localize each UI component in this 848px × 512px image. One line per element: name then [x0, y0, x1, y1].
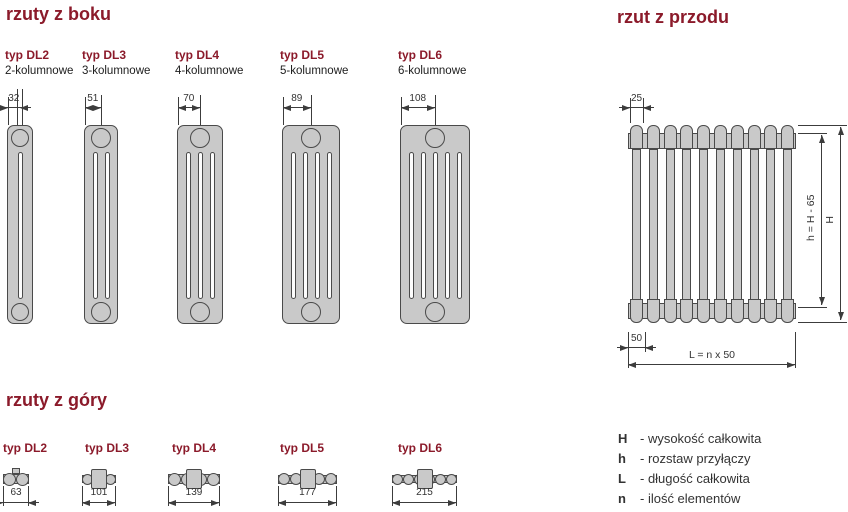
side-body-DL3 — [84, 125, 118, 324]
front-H-arrow-up — [838, 127, 844, 135]
front-dim25-text: 25 — [630, 93, 643, 104]
top-center-DL4 — [186, 469, 202, 489]
front-tube-3 — [666, 149, 675, 311]
side-dim-DL2-stub-left — [0, 107, 8, 108]
side-bottom-port-DL3 — [91, 302, 111, 322]
top-dim-DL2-stub-right — [28, 502, 39, 503]
top-dim-DL3-arrow-right — [107, 500, 115, 506]
front-bottom-cap-4 — [680, 299, 693, 323]
top-dim-text-DL2: 63 — [10, 487, 22, 498]
front-dim50-stub-right — [645, 347, 656, 348]
side-dim-DL4-arrow-right — [192, 105, 200, 111]
front-H-dimline — [840, 127, 841, 320]
legend-symbol-n: n — [618, 491, 626, 506]
front-top-cap-6 — [714, 125, 727, 149]
side-top-port-DL3 — [91, 128, 111, 148]
front-top-cap-5 — [697, 125, 710, 149]
side-slot-DL6-4 — [445, 152, 450, 299]
top-dim-text-DL4: 139 — [185, 487, 203, 498]
side-slot-DL6-1 — [409, 152, 414, 299]
top-circle-DL6-6 — [446, 474, 457, 485]
front-top-cap-2 — [647, 125, 660, 149]
front-bottom-cap-8 — [748, 299, 761, 323]
top-views-title: rzuty z góry — [6, 390, 108, 410]
front-top-cap-7 — [731, 125, 744, 149]
legend-symbol-h: h — [618, 451, 626, 466]
front-h-arrow-up — [819, 135, 825, 143]
legend-desc-n: - ilość elementów — [640, 491, 741, 506]
side-top-port-DL2 — [11, 129, 29, 147]
front-dim50-stub-left — [617, 347, 628, 348]
top-dim-DL2-stub-left — [0, 502, 3, 503]
front-top-cap-1 — [630, 125, 643, 149]
side-slot-DL5-4 — [327, 152, 332, 299]
front-dim-H-label: H — [824, 215, 837, 224]
side-dim-DL3-text: 51 — [87, 93, 99, 104]
top-center-DL6 — [417, 469, 433, 489]
side-slot-DL6-2 — [421, 152, 426, 299]
side-dim-DL5-arrow-left — [283, 105, 291, 111]
front-tube-4 — [682, 149, 691, 311]
front-tube-5 — [699, 149, 708, 311]
top-dim-DL3-arrow-left — [82, 500, 90, 506]
legend-row-L — [618, 471, 750, 487]
top-dim-text-DL3: 101 — [90, 487, 108, 498]
top-center-DL5 — [300, 469, 316, 489]
front-dimL-arrow-left — [628, 362, 636, 368]
side-dim-DL5-text: 89 — [291, 93, 303, 104]
side-dim-DL3-arrow-right — [93, 105, 101, 111]
side-type-label-DL6: typ DL6 — [398, 48, 443, 62]
front-dim25-line — [630, 107, 643, 108]
side-slot-DL4-3 — [210, 152, 215, 299]
top-type-label-DL3: typ DL3 — [85, 441, 130, 455]
top-circle-DL5-1 — [278, 473, 290, 485]
side-views-title: rzuty z boku — [6, 4, 112, 24]
side-columns-label-DL2: 2-kolumnowe — [5, 65, 74, 77]
side-dim-DL4-text: 70 — [183, 93, 195, 104]
side-slot-DL5-1 — [291, 152, 296, 299]
side-type-label-DL3: typ DL3 — [82, 48, 127, 62]
top-dim-text-DL5: 177 — [299, 487, 316, 498]
top-dim-text-DL6: 215 — [416, 487, 433, 498]
side-bottom-port-DL2 — [11, 303, 29, 321]
top-tab-DL2 — [12, 468, 20, 474]
front-top-cap-8 — [748, 125, 761, 149]
front-tube-1 — [632, 149, 641, 311]
side-bottom-port-DL6 — [425, 302, 445, 322]
top-type-label-DL4: typ DL4 — [172, 441, 217, 455]
side-top-port-DL4 — [190, 128, 210, 148]
top-dim-DL6-line — [392, 502, 456, 503]
legend-symbol-L: L — [618, 471, 626, 486]
side-slot-DL5-2 — [303, 152, 308, 299]
top-circle-DL2-1 — [3, 473, 16, 486]
side-slot-DL5-3 — [315, 152, 320, 299]
legend-row-n — [618, 491, 740, 507]
front-bottom-cap-6 — [714, 299, 727, 323]
side-dim-DL2-text: 32 — [8, 93, 20, 104]
side-columns-label-DL6: 6-kolumnowe — [398, 65, 467, 77]
front-tube-6 — [716, 149, 725, 311]
front-bottom-cap-1 — [630, 299, 643, 323]
top-dim-DL5-arrow-right — [328, 500, 336, 506]
front-view-title: rzut z przodu — [617, 7, 729, 27]
front-bottom-cap-10 — [781, 299, 794, 323]
side-slot-DL3-2 — [105, 152, 110, 299]
side-bottom-port-DL4 — [190, 302, 210, 322]
front-bottom-cap-5 — [697, 299, 710, 323]
front-tube-7 — [733, 149, 742, 311]
top-circle-DL6-1 — [392, 474, 403, 485]
legend-desc-L: - długość całkowita — [640, 471, 750, 486]
side-dim-DL6-text: 108 — [409, 93, 427, 104]
side-slot-DL2-1 — [18, 152, 23, 299]
front-top-cap-10 — [781, 125, 794, 149]
front-dim25-stub-left — [619, 107, 630, 108]
front-h-ref-top — [798, 133, 827, 134]
top-dim-DL6-arrow-left — [392, 500, 400, 506]
front-dim50-line — [628, 347, 645, 348]
front-dim-h-label: h = H - 65 — [805, 194, 818, 241]
front-tube-9 — [766, 149, 775, 311]
side-slot-DL6-3 — [433, 152, 438, 299]
front-h-arrow-down — [819, 297, 825, 305]
front-dimL-arrow-right — [787, 362, 795, 368]
legend-row-H — [618, 431, 761, 447]
legend-row-h — [618, 451, 751, 467]
top-circle-DL6-5 — [435, 474, 446, 485]
front-top-cap-4 — [680, 125, 693, 149]
front-h-dimline — [821, 135, 822, 305]
top-circle-DL2-2 — [16, 473, 29, 486]
front-dimL-text: L = n x 50 — [688, 349, 736, 361]
front-dimL-line — [628, 364, 795, 365]
top-circle-DL4-4 — [207, 473, 220, 486]
top-dim-DL4-arrow-right — [211, 500, 219, 506]
front-H-ref-top — [798, 125, 847, 126]
front-H-arrow-down — [838, 312, 844, 320]
side-columns-label-DL5: 5-kolumnowe — [280, 65, 349, 77]
top-dim-DL4-arrow-left — [168, 500, 176, 506]
top-circle-DL4-1 — [168, 473, 181, 486]
front-top-cap-9 — [764, 125, 777, 149]
side-type-label-DL2: typ DL2 — [5, 48, 50, 62]
front-bottom-cap-3 — [664, 299, 677, 323]
front-H-ref-bottom — [798, 322, 847, 323]
top-center-DL3 — [91, 469, 107, 489]
front-top-cap-3 — [664, 125, 677, 149]
side-columns-label-DL4: 4-kolumnowe — [175, 65, 244, 77]
side-top-port-DL5 — [301, 128, 321, 148]
front-h-ref-bottom — [798, 307, 827, 308]
side-dim-DL4-arrow-left — [178, 105, 186, 111]
side-bottom-port-DL5 — [301, 302, 321, 322]
front-tube-10 — [783, 149, 792, 311]
side-columns-label-DL3: 3-kolumnowe — [82, 65, 151, 77]
top-type-label-DL6: typ DL6 — [398, 441, 443, 455]
side-type-label-DL4: typ DL4 — [175, 48, 220, 62]
side-slot-DL3-1 — [93, 152, 98, 299]
front-bottom-cap-9 — [764, 299, 777, 323]
side-dim-DL6-arrow-left — [401, 105, 409, 111]
side-dim-DL6-arrow-right — [427, 105, 435, 111]
side-top-port-DL6 — [425, 128, 445, 148]
top-dim-DL5-arrow-left — [278, 500, 286, 506]
top-circle-DL5-5 — [325, 473, 337, 485]
top-circle-DL6-2 — [403, 474, 414, 485]
legend-desc-h: - rozstaw przyłączy — [640, 451, 751, 466]
side-slot-DL4-2 — [198, 152, 203, 299]
side-dim-DL2-stub-right — [20, 107, 31, 108]
front-tube-2 — [649, 149, 658, 311]
legend-desc-H: - wysokość całkowita — [640, 431, 762, 446]
top-type-label-DL2: typ DL2 — [3, 441, 48, 455]
front-bottom-cap-7 — [731, 299, 744, 323]
top-dim-DL2-line — [3, 502, 28, 503]
front-tube-8 — [750, 149, 759, 311]
side-slot-DL4-1 — [186, 152, 191, 299]
top-dim-DL6-arrow-right — [448, 500, 456, 506]
front-bottom-cap-2 — [647, 299, 660, 323]
side-dim-DL3-arrow-left — [85, 105, 93, 111]
side-type-label-DL5: typ DL5 — [280, 48, 325, 62]
legend-symbol-H: H — [618, 431, 628, 446]
front-dim25-stub-right — [643, 107, 654, 108]
top-type-label-DL5: typ DL5 — [280, 441, 325, 455]
side-slot-DL6-5 — [457, 152, 462, 299]
side-dim-DL5-arrow-right — [303, 105, 311, 111]
front-dim50-text: 50 — [630, 333, 643, 344]
side-dim-DL2-line — [8, 107, 21, 108]
